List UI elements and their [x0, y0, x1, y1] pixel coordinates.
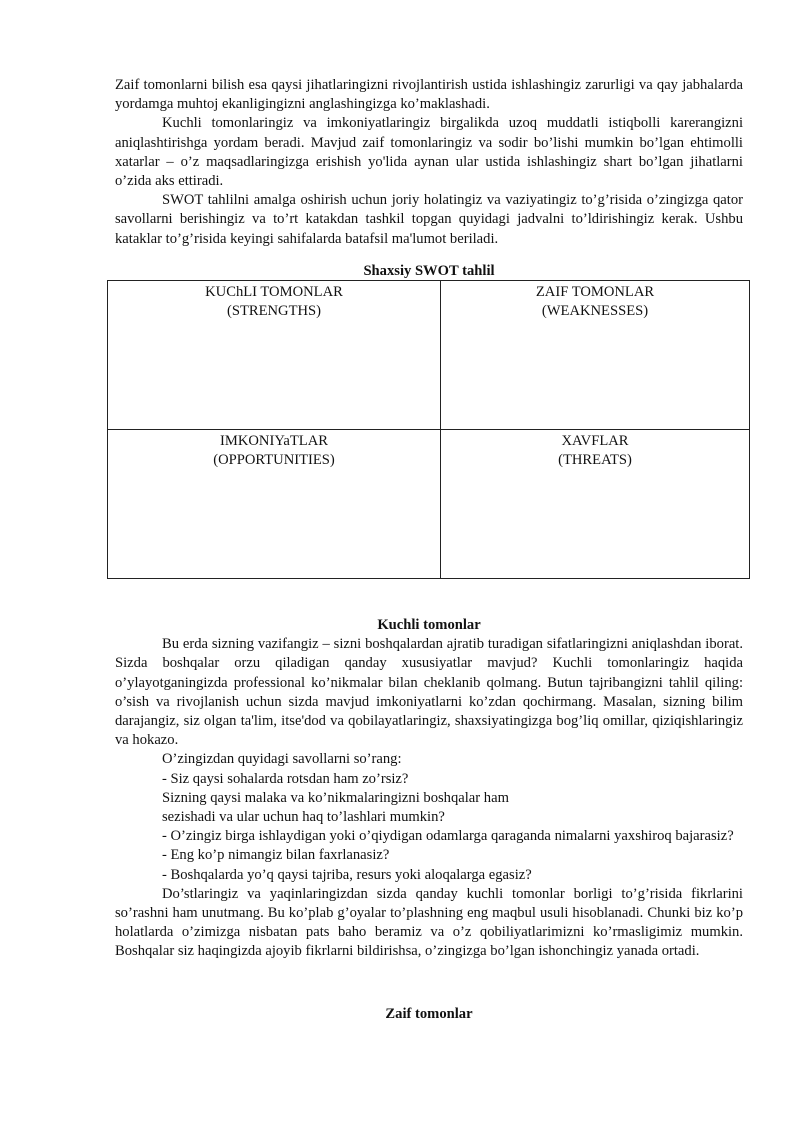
swot-cell-weaknesses [441, 281, 750, 430]
weaknesses-heading: Zaif tomonlar [385, 1006, 473, 1022]
weaknesses-label: ZAIF TOMONLAR [535, 284, 655, 300]
strengths-heading: Kuchli tomonlar [377, 617, 481, 633]
threats-label: XAVFLAR [561, 433, 629, 449]
swot-table [107, 280, 750, 579]
swot-cell-strengths [108, 281, 441, 430]
intro-paragraph-3: SWOT tahlilni amalga oshirish uchun joriy holatingiz va vaziyatingiz to’g’risida o’zingizga qator savollarni berishingiz va to’rt katakdan tashkil topgan quyidagi jadvalni to’ldirishingiz kerak. Ushbu kataklar to’g’risida keyingi sahifalarda batafsil ma'lumot beriladi. [115, 192, 743, 247]
swot-cell-threats [441, 430, 750, 579]
question-item-2b: sezishadi va ular uchun haq to’lashlari mumkin? [162, 809, 445, 826]
swot-table-title: Shaxsiy SWOT tahlil [363, 263, 495, 279]
strengths-paragraph-1: Bu erda sizning vazifangiz – sizni boshqalardan ajratib turadigan sifatlaringizni aniqlashdan iborat. Sizda boshqalar orzu qiladigan qanday xususiyatlar mavjud? Kuchli tomonlaringiz haqida o’ylayotganingizda professional ko’nikmalar bilan cheklanib qolmang. Butun tajribangizni tahlil qiling: o’sish va rivojlanish uchun sizda mavjud imkoniyatlarni ko’zdan qochirmang. Masalan, sizning bilim darajangiz, siz olgan ta'lim, itse'dod va qobilayatlaringiz, shaxsiyatingizga bog’liq omillar, qiziqishlaringiz va hokazo. [115, 636, 743, 749]
threats-label-en: (THREATS) [558, 452, 632, 469]
question-item-2a: Sizning qaysi malaka va ko’nikmalaringizni boshqalar ham [162, 789, 509, 806]
opportunities-label-en: (OPPORTUNITIES) [213, 452, 335, 469]
question-item-3: - O’zingiz birga ishlaydigan yoki o’qiydigan odamlarga qaraganda nimalarni yaxshiroq bajarasiz? [162, 828, 734, 845]
intro-paragraph-1: Zaif tomonlarni bilish esa qaysi jihatlaringizni rivojlantirish ustida ishlashingiz zarurligi va qay jabhalarda yordamga muhtoj ekanligingizni anglashingizga ko’maklashadi. [115, 77, 743, 113]
opportunities-label: IMKONIYaTLAR [220, 433, 328, 449]
strengths-paragraph-2: O’zingizdan quyidagi savollarni so’rang: [162, 751, 402, 768]
question-item-4: - Eng ko’p nimangiz bilan faxrlanasiz? [162, 847, 390, 864]
weaknesses-label-en: (WEAKNESSES) [541, 303, 649, 320]
strengths-label: KUChLI TOMONLAR [205, 284, 343, 300]
strengths-label-en: (STRENGTHS) [226, 303, 322, 320]
strengths-section [115, 616, 743, 962]
question-item-1: - Siz qaysi sohalarda rotsdan ham zo’rsiz? [162, 770, 409, 787]
swot-cell-opportunities [108, 430, 441, 579]
intro-section [115, 76, 743, 249]
question-item-5: - Boshqalarda yo’q qaysi tajriba, resurs yoki aloqalarga egasiz? [162, 866, 532, 883]
strengths-paragraph-3: Do’stlaringiz va yaqinlaringizdan sizda qanday kuchli tomonlar borligi to’g’risida fikrlarini so’rashni ham unutmang. Bu ko’plab g’oyalar to’plashning eng maqbul usuli hisoblanadi. Chunki biz ko’p holatlarda o’zimizga nisbatan pats baho beramiz va o’z qobiliyatlarimizni ko’rmasligimiz mumkin. Boshqalar siz haqingizda ajoyib fikrlarni bildirishsa, o’zingizga bo’lgan ishonchingiz yanada ortadi. [115, 885, 743, 960]
intro-paragraph-2: Kuchli tomonlaringiz va imkoniyatlaringiz birgalikda uzoq muddatli istiqbolli karerangizni aniqlashtirishga yordam beradi. Mavjud zaif tomonlaringiz va sodir bo’lishi mumkin bo’lgan ehtimolli xatarlar – o’z maqsadlaringizga erishish yo'lida aynan ular ustida ishlashingiz shart bo’lgan jihatlarni o’zida aks ettiradi. [115, 115, 743, 190]
